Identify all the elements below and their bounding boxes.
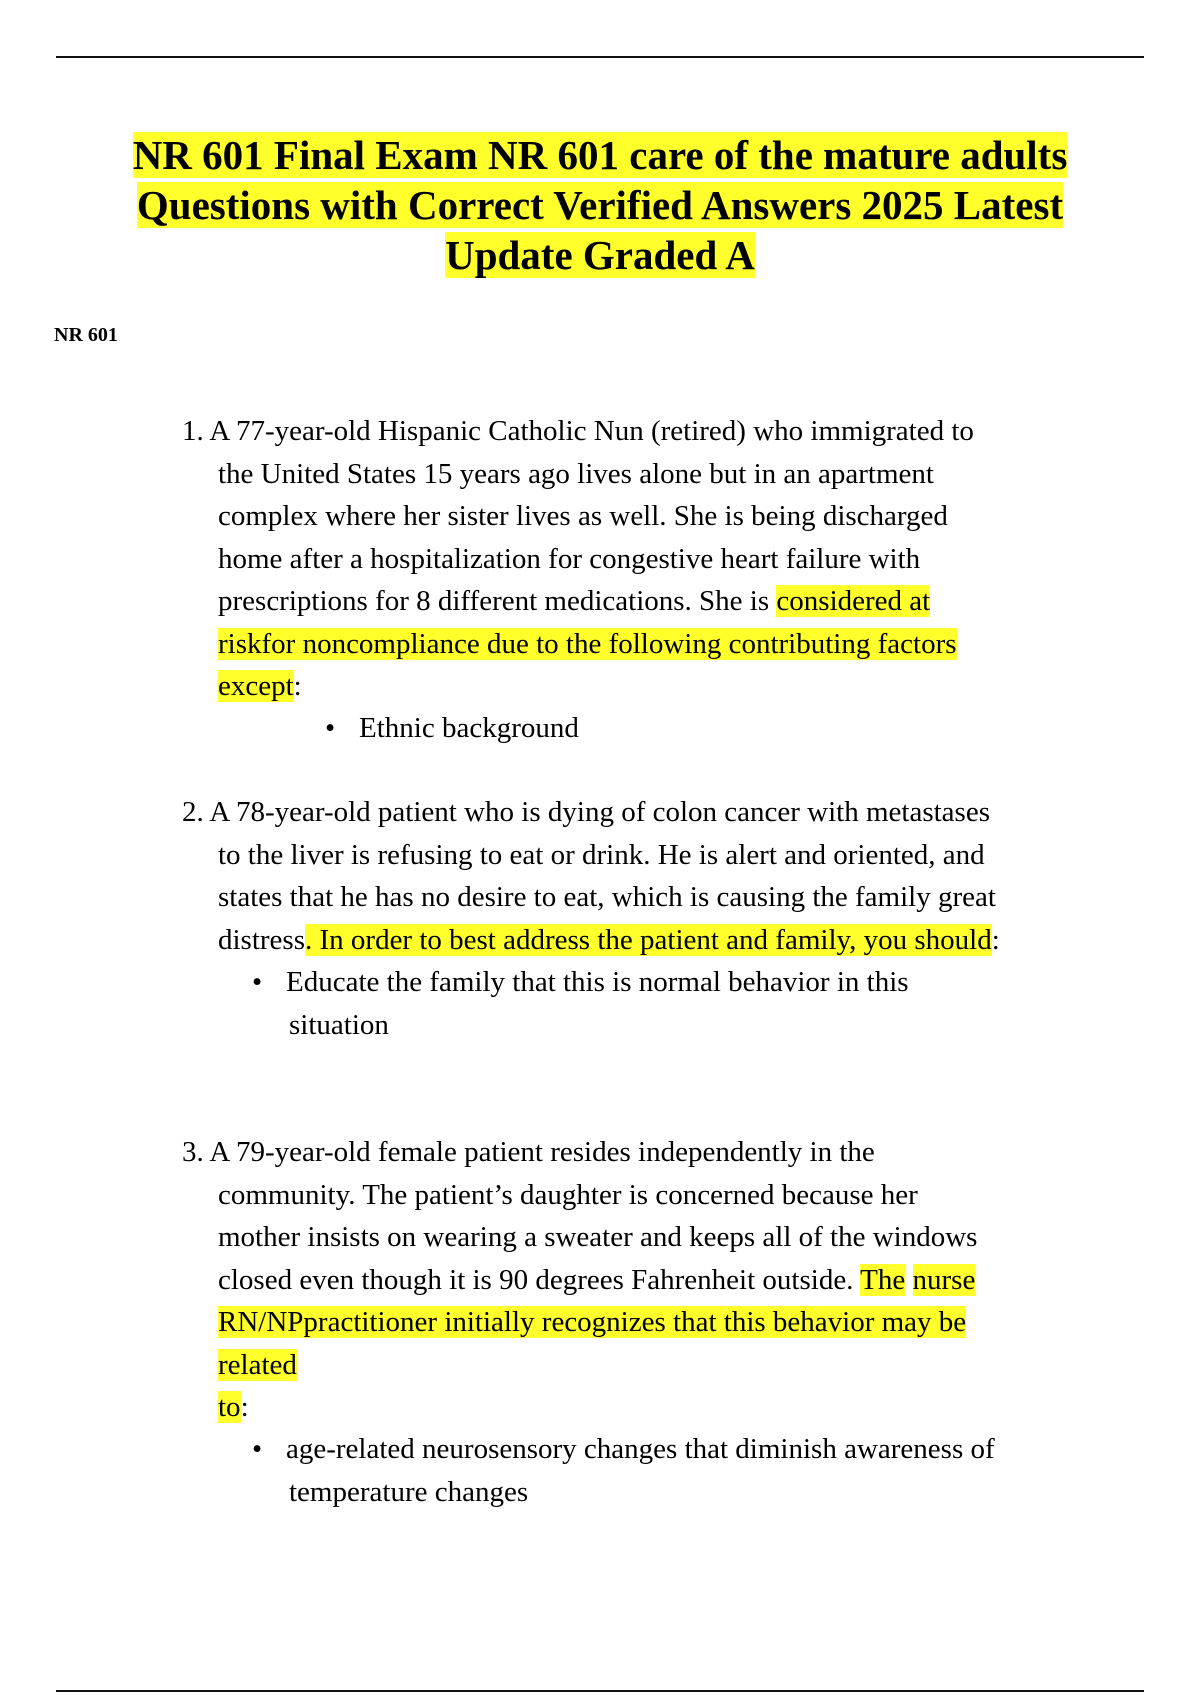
- bullet-icon: •: [252, 966, 263, 998]
- question-text-line: mother insists on wearing a sweater and keeps all of the windows: [218, 1221, 978, 1253]
- question-text-line: to the liver is refusing to eat or drink. He is alert and oriented, and: [218, 838, 985, 871]
- answer-text: age-related neurosensory changes that diminish awareness of: [286, 1433, 995, 1465]
- question-text: [905, 1264, 912, 1296]
- highlighted-text: nurse: [912, 1263, 976, 1296]
- question-text-line: [182, 1344, 1112, 1387]
- highlighted-text: related: [218, 1348, 297, 1381]
- highlighted-text: RN/NPpractitioner initially recognizes that this behavior may be: [218, 1306, 967, 1338]
- highlighted-text: The: [860, 1263, 906, 1296]
- title-line-2: Questions with Correct Verified Answers 2025 Latest: [136, 182, 1064, 228]
- top-rule: [56, 56, 1144, 58]
- bullet-icon: •: [252, 1433, 263, 1465]
- question-text: prescriptions for 8 different medications. She is: [218, 585, 777, 617]
- question-text-line: states that he has no desire to eat, which is causing the family great: [218, 881, 996, 913]
- question-text-line: [182, 580, 1112, 623]
- highlighted-text: riskfor noncompliance due to the following contributing factors: [218, 627, 957, 660]
- question-text-line: 1. A 77-year-old Hispanic Catholic Nun (retired) who immigrated to: [182, 415, 974, 447]
- highlighted-text: to: [218, 1391, 241, 1423]
- question-1: [182, 410, 1112, 708]
- highlighted-text: . In order to best address the patient and family, you should: [305, 923, 992, 956]
- question-text-line: [182, 665, 1112, 708]
- question-text: :: [991, 923, 1000, 956]
- answer-text: situation: [289, 1008, 389, 1041]
- answer-text: temperature changes: [289, 1475, 529, 1508]
- question-2: [182, 791, 1112, 961]
- question-text-line: [182, 1386, 1112, 1429]
- question-text: :: [240, 1391, 249, 1423]
- title-line-1: NR 601 Final Exam NR 601 care of the mature adults: [132, 132, 1068, 178]
- question-text-line: [182, 919, 1112, 962]
- answer-1: [325, 707, 579, 750]
- answer-2: [252, 961, 909, 1046]
- answer-text: Educate the family that this is normal behavior in this: [286, 966, 909, 998]
- answer-text: Ethnic background: [359, 712, 579, 744]
- question-text-line: the United States 15 years ago lives alone but in an apartment: [218, 457, 934, 490]
- highlighted-text: except: [218, 670, 294, 702]
- question-text-line: complex where her sister lives as well. She is being discharged: [218, 500, 948, 532]
- question-text-line: 2. A 78-year-old patient who is dying of colon cancer with metastases: [182, 796, 990, 828]
- course-code: NR 601: [54, 324, 118, 346]
- document-title: [60, 130, 1140, 280]
- question-text: :: [293, 670, 302, 702]
- question-text-line: community. The patient’s daughter is concerned because her: [218, 1178, 918, 1211]
- answer-3: [252, 1428, 995, 1513]
- question-text-line: [182, 1259, 1112, 1302]
- question-text-line: [182, 623, 1112, 666]
- bullet-icon: •: [325, 712, 336, 744]
- bottom-rule: [56, 1690, 1144, 1692]
- question-text-line: home after a hospitalization for congestive heart failure with: [218, 542, 921, 575]
- question-text-line: [182, 1301, 1112, 1344]
- question-text-line: 3. A 79-year-old female patient resides independently in the: [182, 1136, 875, 1168]
- question-text: closed even though it is 90 degrees Fahrenheit outside.: [218, 1263, 861, 1296]
- title-line-3: Update Graded A: [445, 232, 755, 278]
- question-3: [182, 1131, 1112, 1429]
- question-text: distress: [218, 923, 305, 956]
- highlighted-text: considered at: [776, 585, 931, 617]
